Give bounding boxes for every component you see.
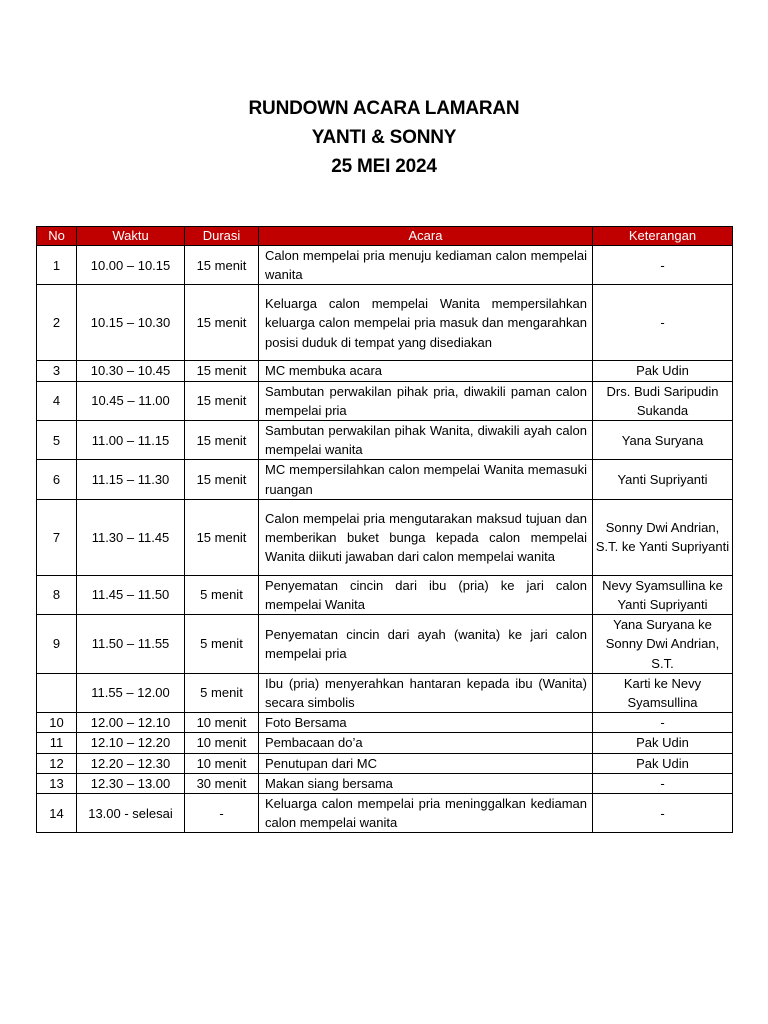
cell-durasi: 15 menit: [185, 361, 259, 381]
cell-waktu: 11.15 – 11.30: [77, 460, 185, 499]
cell-acara: Penyematan cincin dari ayah (wanita) ke jari calon mempelai pria: [259, 615, 593, 674]
table-row: [37, 361, 733, 381]
cell-waktu: 13.00 - selesai: [77, 794, 185, 833]
cell-no: 10: [37, 713, 77, 733]
cell-waktu: 10.15 – 10.30: [77, 285, 185, 361]
cell-acara: Sambutan perwakilan pihak pria, diwakili paman calon mempelai pria: [259, 381, 593, 420]
table-row: [37, 733, 733, 753]
cell-durasi: 30 menit: [185, 773, 259, 793]
cell-no: 7: [37, 499, 77, 575]
cell-acara: Pembacaan do’a: [259, 733, 593, 753]
cell-acara: Keluarga calon mempelai Wanita mempersilahkan keluarga calon mempelai pria masuk dan mengarahkan posisi duduk di tempat yang disediakan: [259, 285, 593, 361]
cell-waktu: 11.30 – 11.45: [77, 499, 185, 575]
cell-keterangan: Pak Udin: [593, 733, 733, 753]
cell-durasi: 5 menit: [185, 575, 259, 614]
header-durasi: Durasi: [185, 227, 259, 246]
table-row: [37, 713, 733, 733]
cell-no: [37, 673, 77, 712]
cell-keterangan: Nevy Syamsullina ke Yanti Supriyanti: [593, 575, 733, 614]
cell-acara: Ibu (pria) menyerahkan hantaran kepada ibu (Wanita) secara simbolis: [259, 673, 593, 712]
cell-no: 3: [37, 361, 77, 381]
cell-durasi: 15 menit: [185, 381, 259, 420]
cell-acara: MC membuka acara: [259, 361, 593, 381]
cell-no: 13: [37, 773, 77, 793]
cell-keterangan: Yana Suryana ke Sonny Dwi Andrian, S.T.: [593, 615, 733, 674]
cell-no: 6: [37, 460, 77, 499]
cell-durasi: 15 menit: [185, 460, 259, 499]
cell-waktu: 12.10 – 12.20: [77, 733, 185, 753]
cell-waktu: 11.00 – 11.15: [77, 421, 185, 460]
cell-no: 9: [37, 615, 77, 674]
cell-keterangan: Pak Udin: [593, 753, 733, 773]
table-row: [37, 460, 733, 499]
cell-durasi: 10 menit: [185, 713, 259, 733]
cell-acara: Foto Bersama: [259, 713, 593, 733]
cell-acara: Calon mempelai pria mengutarakan maksud tujuan dan memberikan buket bunga kepada calon mempelai Wanita diikuti jawaban dari calon mempelai wanita: [259, 499, 593, 575]
cell-no: 11: [37, 733, 77, 753]
cell-durasi: 15 menit: [185, 285, 259, 361]
table-row: [37, 246, 733, 285]
table-row: [37, 673, 733, 712]
cell-durasi: -: [185, 794, 259, 833]
cell-no: 1: [37, 246, 77, 285]
header-no: No: [37, 227, 77, 246]
cell-durasi: 15 menit: [185, 499, 259, 575]
cell-durasi: 10 menit: [185, 733, 259, 753]
cell-keterangan: Sonny Dwi Andrian, S.T. ke Yanti Supriyanti: [593, 499, 733, 575]
cell-durasi: 15 menit: [185, 421, 259, 460]
table-row: [37, 773, 733, 793]
rundown-table: [36, 226, 733, 833]
cell-keterangan: Pak Udin: [593, 361, 733, 381]
cell-waktu: 11.45 – 11.50: [77, 575, 185, 614]
cell-keterangan: Yana Suryana: [593, 421, 733, 460]
cell-waktu: 10.30 – 10.45: [77, 361, 185, 381]
header-keterangan: Keterangan: [593, 227, 733, 246]
cell-keterangan: -: [593, 794, 733, 833]
table-row: [37, 753, 733, 773]
table-row: [37, 615, 733, 674]
cell-keterangan: Yanti Supriyanti: [593, 460, 733, 499]
table-header-row: [37, 227, 733, 246]
title-line-2: YANTI & SONNY: [311, 127, 457, 148]
cell-no: 8: [37, 575, 77, 614]
cell-keterangan: -: [593, 773, 733, 793]
title-line-1: RUNDOWN ACARA LAMARAN: [248, 98, 520, 119]
cell-keterangan: -: [593, 713, 733, 733]
table-row: [37, 285, 733, 361]
cell-no: 14: [37, 794, 77, 833]
cell-acara: MC mempersilahkan calon mempelai Wanita memasuki ruangan: [259, 460, 593, 499]
cell-keterangan: Karti ke Nevy Syamsullina: [593, 673, 733, 712]
header-waktu: Waktu: [77, 227, 185, 246]
table-row: [37, 499, 733, 575]
cell-no: 4: [37, 381, 77, 420]
cell-waktu: 11.50 – 11.55: [77, 615, 185, 674]
cell-acara: Sambutan perwakilan pihak Wanita, diwakili ayah calon mempelai wanita: [259, 421, 593, 460]
table-row: [37, 421, 733, 460]
cell-acara: Makan siang bersama: [259, 773, 593, 793]
cell-waktu: 12.00 – 12.10: [77, 713, 185, 733]
cell-durasi: 10 menit: [185, 753, 259, 773]
table-row: [37, 575, 733, 614]
cell-acara: Penyematan cincin dari ibu (pria) ke jari calon mempelai Wanita: [259, 575, 593, 614]
document-title: [0, 94, 768, 181]
cell-acara: Penutupan dari MC: [259, 753, 593, 773]
table-row: [37, 381, 733, 420]
cell-keterangan: -: [593, 285, 733, 361]
cell-acara: Keluarga calon mempelai pria meninggalkan kediaman calon mempelai wanita: [259, 794, 593, 833]
table-row: [37, 794, 733, 833]
cell-waktu: 11.55 – 12.00: [77, 673, 185, 712]
cell-waktu: 10.45 – 11.00: [77, 381, 185, 420]
cell-no: 12: [37, 753, 77, 773]
cell-keterangan: Drs. Budi Saripudin Sukanda: [593, 381, 733, 420]
cell-no: 2: [37, 285, 77, 361]
title-line-3: 25 MEI 2024: [331, 156, 437, 177]
cell-keterangan: -: [593, 246, 733, 285]
header-acara: Acara: [259, 227, 593, 246]
cell-acara: Calon mempelai pria menuju kediaman calon mempelai wanita: [259, 246, 593, 285]
cell-durasi: 5 menit: [185, 673, 259, 712]
cell-durasi: 5 menit: [185, 615, 259, 674]
cell-waktu: 10.00 – 10.15: [77, 246, 185, 285]
cell-no: 5: [37, 421, 77, 460]
cell-durasi: 15 menit: [185, 246, 259, 285]
cell-waktu: 12.30 – 13.00: [77, 773, 185, 793]
cell-waktu: 12.20 – 12.30: [77, 753, 185, 773]
